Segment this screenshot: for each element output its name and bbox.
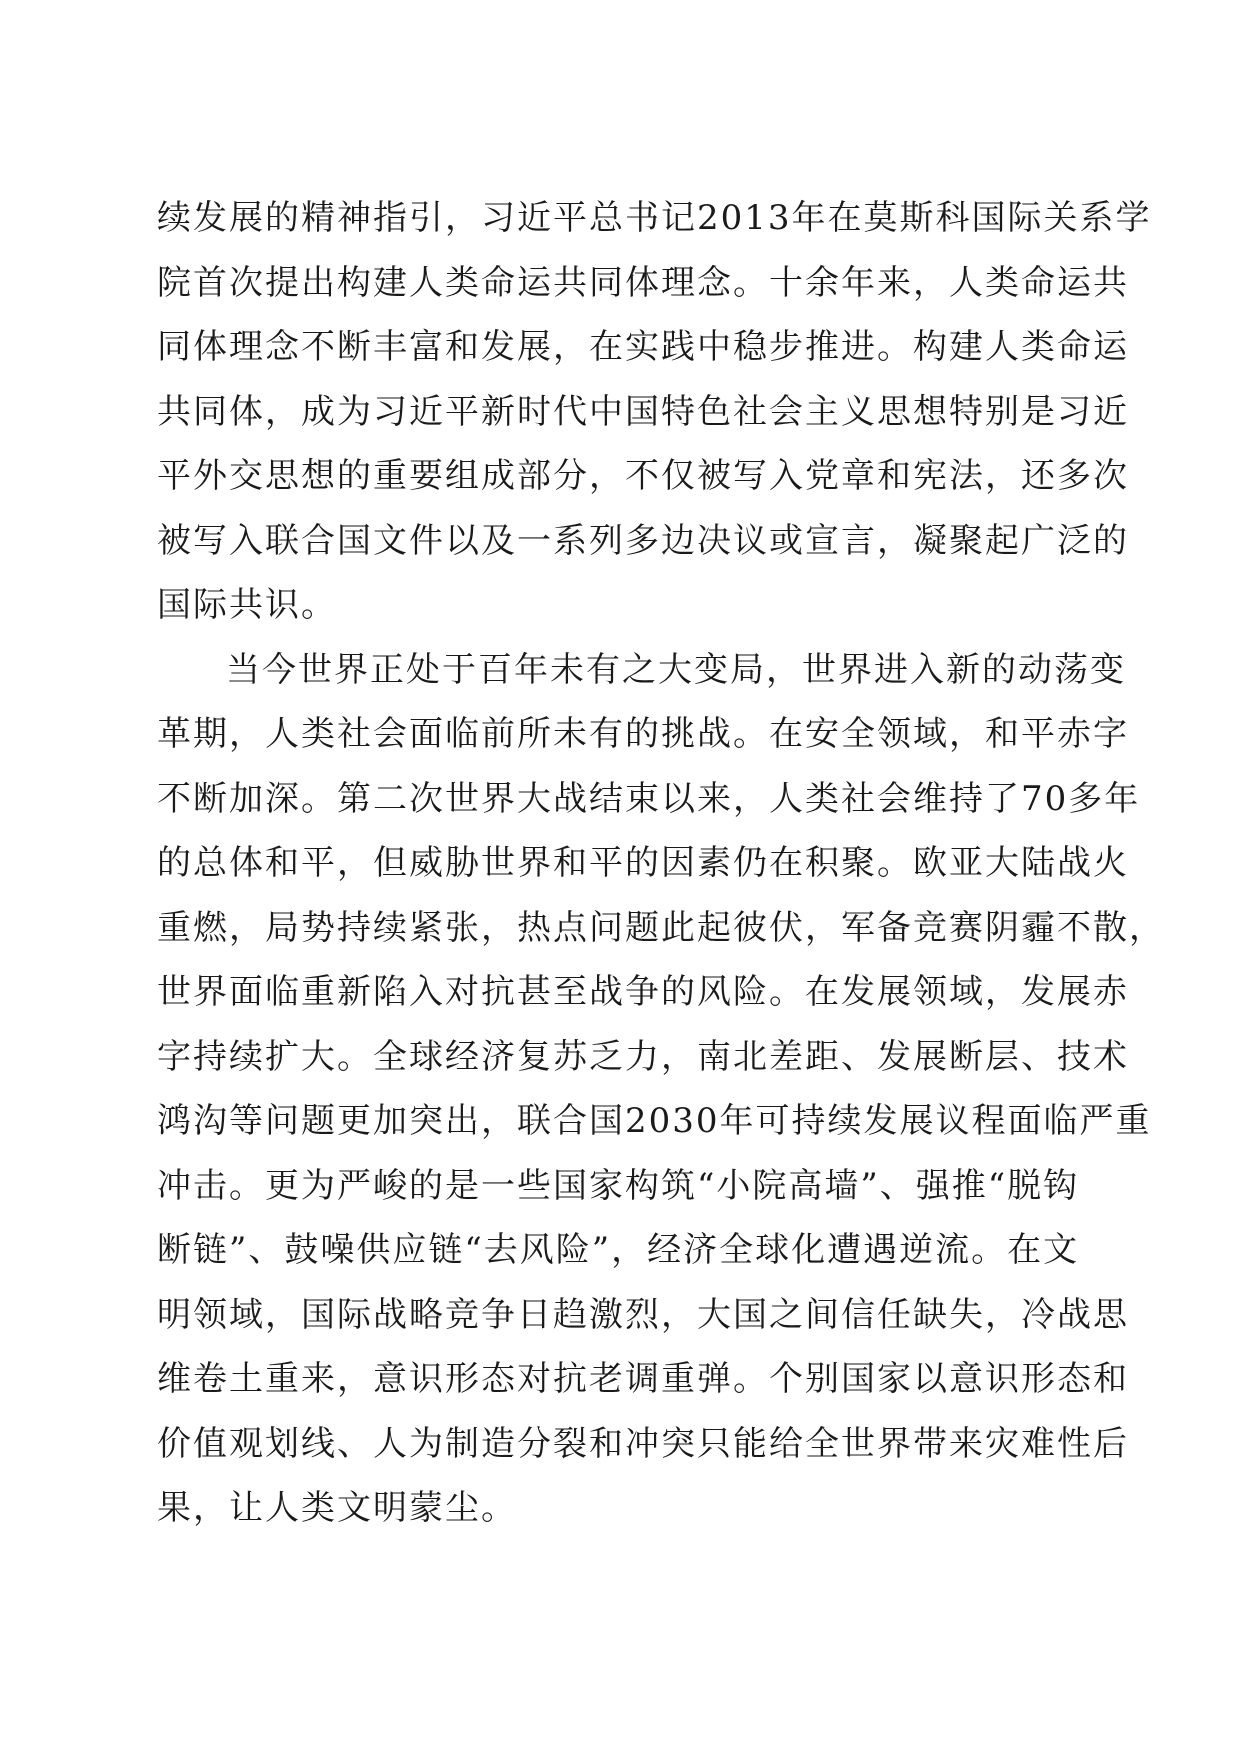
text-line: 的总体和平，但威胁世界和平的因素仍在积聚。欧亚大陆战火 — [157, 843, 1129, 883]
paragraph-2 — [157, 638, 1165, 1541]
body-text — [157, 186, 1165, 1541]
text-line: 果，让人类文明蒙尘。 — [157, 1488, 517, 1528]
text-line: 冲击。更为严峻的是一些国家构筑“小院高墙”、强推“脱钩 — [157, 1165, 1080, 1206]
text-line: 价值观划线、人为制造分裂和冲突只能给全世界带来灾难性后 — [157, 1423, 1129, 1464]
text-line: 同体理念不断丰富和发展，在实践中稳步推进。构建人类命运 — [157, 327, 1129, 367]
text-line: 平外交思想的重要组成部分，不仅被写入党章和宪法，还多次 — [157, 456, 1129, 496]
text-line: 革期，人类社会面临前所未有的挑战。在安全领域，和平赤字 — [157, 714, 1129, 754]
text-line: 不断加深。第二次世界大战结束以来，人类社会维持了70多年 — [157, 778, 1141, 819]
text-line: 明领域，国际战略竞争日趋激烈，大国之间信任缺失，冷战思 — [157, 1294, 1129, 1335]
text-line: 共同体，成为习近平新时代中国特色社会主义思想特别是习近 — [157, 391, 1129, 432]
text-line: 字持续扩大。全球经济复苏乏力，南北差距、发展断层、技术 — [157, 1036, 1129, 1077]
paragraph-1 — [157, 186, 1152, 638]
text-line: 续发展的精神指引，习近平总书记2013年在莫斯科国际关系学 — [157, 198, 1152, 238]
text-line: 院首次提出构建人类命运共同体理念。十余年来，人类命运共 — [157, 262, 1129, 303]
text-line: 重燃，局势持续紧张，热点问题此起彼伏，军备竞赛阴霾不散， — [157, 907, 1165, 948]
text-line: 世界面临重新陷入对抗甚至战争的风险。在发展领域，发展赤 — [157, 972, 1129, 1012]
text-line: 当今世界正处于百年未有之大变局，世界进入新的动荡变 — [226, 649, 1126, 690]
text-line: 国际共识。 — [157, 585, 337, 625]
text-line: 鸿沟等问题更加突出，联合国2030年可持续发展议程面临严重 — [157, 1101, 1152, 1141]
text-line: 被写入联合国文件以及一系列多边决议或宣言，凝聚起广泛的 — [157, 520, 1129, 561]
text-line: 断链”、鼓噪供应链“去风险”，经济全球化遭遇逆流。在文 — [157, 1230, 1080, 1270]
text-line: 维卷土重来，意识形态对抗老调重弹。个别国家以意识形态和 — [157, 1359, 1129, 1399]
